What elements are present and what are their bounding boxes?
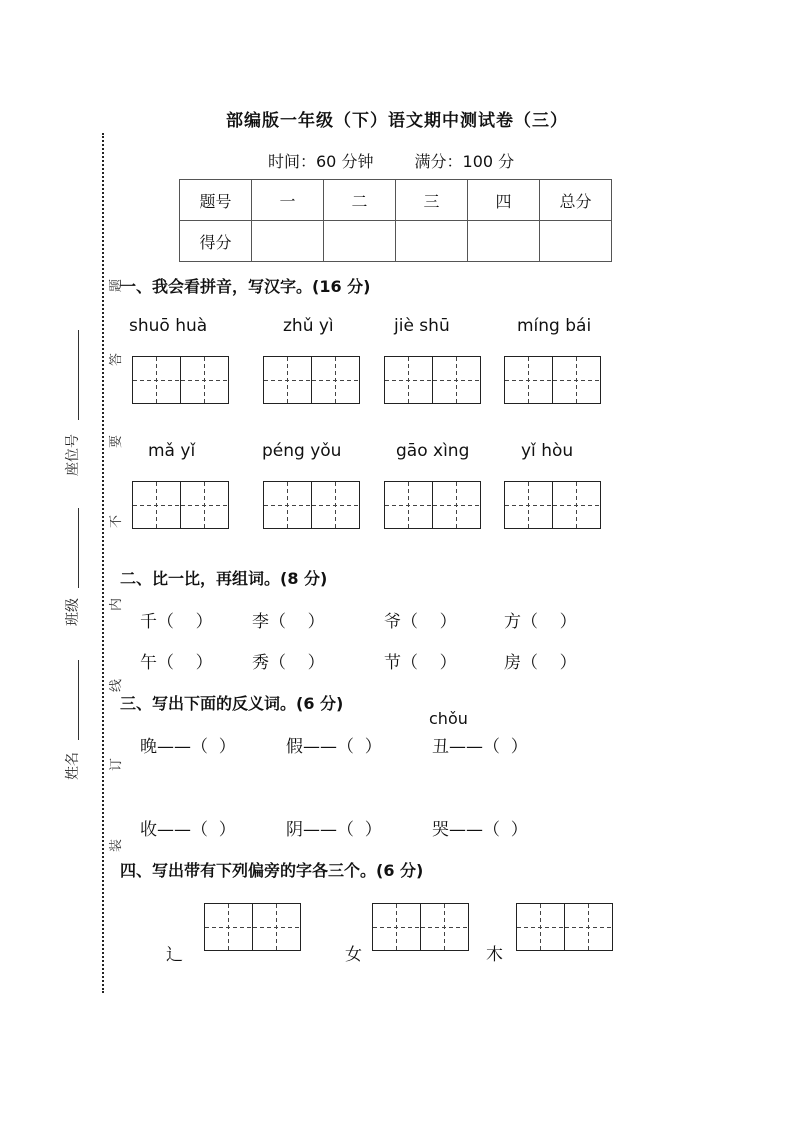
time-limit: 时间：60 分钟 — [268, 152, 374, 171]
binding-char: 装 — [109, 838, 125, 853]
table-cell: 二 — [324, 180, 396, 221]
antonym-item: 丑——（ ） — [432, 737, 528, 757]
table-cell: 一 — [252, 180, 324, 221]
name-blank — [78, 660, 79, 740]
radical-label: 辶 — [166, 945, 183, 965]
compare-item: 节（ ） — [384, 653, 457, 673]
binding-dotted-line — [102, 133, 104, 993]
pinyin-label: jiè shū — [394, 316, 450, 336]
pinyin-label: gāo xìng — [396, 441, 470, 461]
class-label: 班级 — [65, 598, 81, 626]
table-cell: 三 — [396, 180, 468, 221]
score-table — [179, 179, 612, 262]
binding-char: 订 — [109, 757, 125, 772]
score-input-cell[interactable] — [252, 221, 324, 262]
pinyin-label: zhǔ yì — [283, 316, 334, 336]
name-label: 姓名 — [65, 752, 81, 780]
binding-char: 内 — [109, 597, 125, 612]
pinyin-label: shuō huà — [129, 316, 208, 336]
compare-item: 爷（ ） — [384, 612, 457, 632]
writing-grid[interactable] — [204, 903, 301, 951]
writing-grid[interactable] — [263, 356, 360, 404]
seat-number-blank — [78, 330, 79, 420]
class-blank — [78, 508, 79, 588]
writing-grid[interactable] — [132, 481, 229, 529]
writing-grid[interactable] — [384, 481, 481, 529]
seat-number-label: 座位号 — [65, 434, 81, 476]
table-cell: 题号 — [180, 180, 252, 221]
antonym-item: 哭——（ ） — [432, 820, 528, 840]
radical-label: 女 — [345, 945, 362, 965]
page-title: 部编版一年级（下）语文期中测试卷（三） — [226, 111, 568, 131]
pinyin-label: míng bái — [517, 316, 592, 336]
writing-grid[interactable] — [504, 481, 601, 529]
writing-grid[interactable] — [516, 903, 613, 951]
writing-grid[interactable] — [504, 356, 601, 404]
compare-item: 千（ ） — [140, 612, 213, 632]
radical-label: 木 — [486, 945, 503, 965]
antonym-item: 阴——（ ） — [286, 820, 382, 840]
score-input-cell[interactable] — [324, 221, 396, 262]
table-row — [180, 221, 612, 262]
full-score: 满分：100 分 — [414, 152, 515, 171]
writing-grid[interactable] — [384, 356, 481, 404]
compare-item: 午（ ） — [140, 653, 213, 673]
binding-char: 不 — [109, 514, 125, 529]
compare-item: 方（ ） — [504, 612, 577, 632]
table-cell: 得分 — [180, 221, 252, 262]
binding-char: 答 — [109, 352, 125, 367]
antonym-item: 假——（ ） — [286, 737, 382, 757]
section-3-heading: 三、写出下面的反义词。(6 分) — [120, 694, 344, 713]
exam-meta — [268, 149, 550, 172]
pinyin-annotation: chǒu — [429, 709, 468, 728]
pinyin-label: péng yǒu — [262, 441, 342, 461]
score-input-cell[interactable] — [540, 221, 612, 262]
table-cell: 总分 — [540, 180, 612, 221]
section-1-heading: 一、我会看拼音，写汉字。(16 分) — [120, 277, 371, 296]
table-cell: 四 — [468, 180, 540, 221]
binding-char: 线 — [109, 678, 125, 693]
antonym-item: 晚——（ ） — [140, 737, 236, 757]
compare-item: 房（ ） — [504, 653, 577, 673]
section-4-heading: 四、写出带有下列偏旁的字各三个。(6 分) — [120, 861, 424, 880]
section-2-heading: 二、比一比，再组词。(8 分) — [120, 569, 328, 588]
compare-item: 李（ ） — [252, 612, 325, 632]
score-input-cell[interactable] — [396, 221, 468, 262]
pinyin-label: mǎ yǐ — [148, 441, 196, 461]
writing-grid[interactable] — [263, 481, 360, 529]
binding-char: 题 — [109, 278, 125, 293]
pinyin-label: yǐ hòu — [521, 441, 574, 461]
table-row — [180, 180, 612, 221]
writing-grid[interactable] — [372, 903, 469, 951]
score-input-cell[interactable] — [468, 221, 540, 262]
antonym-item: 收——（ ） — [140, 820, 236, 840]
binding-char: 要 — [109, 434, 125, 449]
compare-item: 秀（ ） — [252, 653, 325, 673]
writing-grid[interactable] — [132, 356, 229, 404]
